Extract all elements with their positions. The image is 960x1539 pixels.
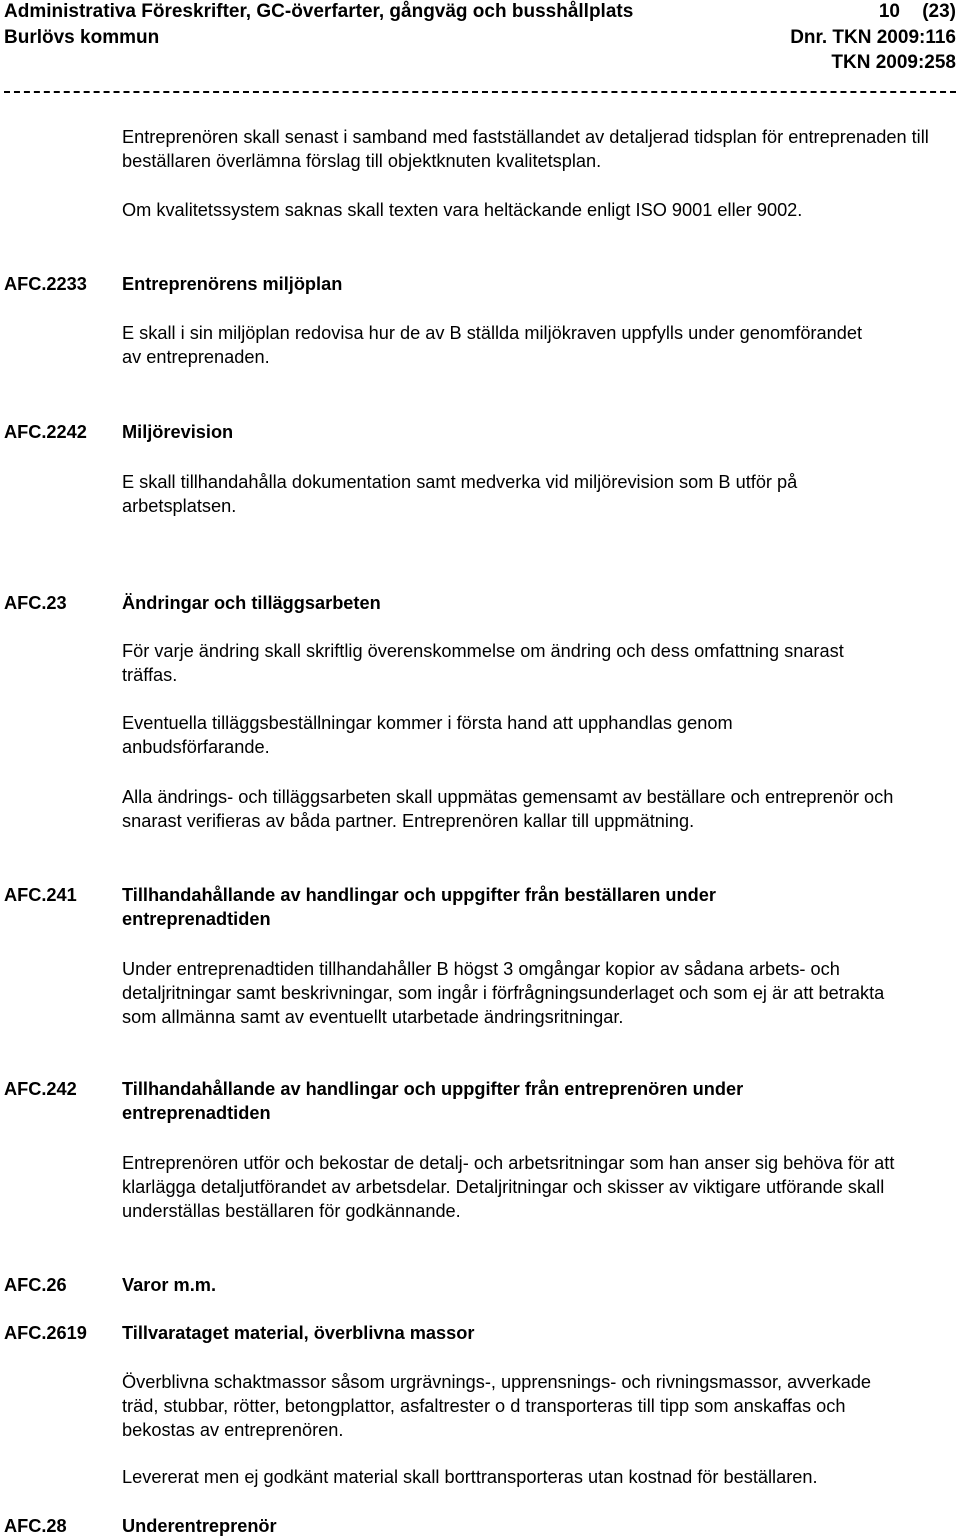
section-code: AFC.242 <box>4 1079 77 1099</box>
section-heading: Varor m.m. <box>122 1275 217 1295</box>
section-heading: Entreprenörens miljöplan <box>122 274 343 294</box>
page-total: (23) <box>922 1 956 22</box>
section-paragraph: E skall tillhandahålla dokumentation samt medverka vid miljörevision som B utför på arbetsplatsen. <box>122 472 798 516</box>
section-code: AFC.2242 <box>4 422 87 442</box>
header-divider <box>4 91 956 93</box>
section-paragraph: Överblivna schaktmassor såsom urgrävnings-, upprensnings- och rivningsmassor, avverkade träd, stubbar, rötter, betongplattor, asfaltrester o d transporteras till tipp som anskaffas och bekostas av entreprenören. <box>122 1372 872 1440</box>
section-heading: Tillvarataget material, överblivna massor <box>122 1323 475 1343</box>
section-heading: Ändringar och tilläggsarbeten <box>122 593 381 613</box>
section-heading: Tillhandahållande av handlingar och uppgifter från entreprenören under entreprenadtiden <box>122 1079 744 1123</box>
section-heading: Tillhandahållande av handlingar och uppgifter från beställaren under entreprenadtiden <box>122 885 716 929</box>
section-code: AFC.28 <box>4 1516 67 1536</box>
section-heading: Underentreprenör <box>122 1516 277 1536</box>
section-code: AFC.2619 <box>4 1323 87 1343</box>
section-code: AFC.241 <box>4 885 77 905</box>
intro-paragraph: Entreprenören skall senast i samband med fastställandet av detaljerad tidsplan för entreprenaden till beställaren överlämna förslag till objektknuten kvalitetsplan. <box>122 127 929 171</box>
section-paragraph: Alla ändrings- och tilläggsarbeten skall uppmätas gemensamt av beställare och entreprenör och snarast verifieras av båda partner. Entreprenören kallar till uppmätning. <box>122 787 894 831</box>
intro-paragraph: Om kvalitetssystem saknas skall texten vara heltäckande enligt ISO 9001 eller 9002. <box>122 200 803 220</box>
section-paragraph: För varje ändring skall skriftlig överenskommelse om ändring och dess omfattning snarast träffas. <box>122 641 844 685</box>
page-number: 10 <box>878 1 900 22</box>
tkn-number: TKN 2009:258 <box>831 52 956 73</box>
section-paragraph: E skall i sin miljöplan redovisa hur de av B ställda miljökraven uppfylls under genomförandet av entreprenaden. <box>122 323 863 367</box>
section-paragraph: Levererat men ej godkänt material skall borttransporteras utan kostnad för beställaren. <box>122 1467 818 1487</box>
section-code: AFC.23 <box>4 593 67 613</box>
municipality: Burlövs kommun <box>4 27 160 48</box>
section-paragraph: Under entreprenadtiden tillhandahåller B högst 3 omgångar kopior av sådana arbets- och detaljritningar samt beskrivningar, som ingår i förfrågningsunderlaget och som ej är att betrakta som allmänna samt av eventuellt utarbetade ändringsritningar. <box>122 959 885 1027</box>
document-title: Administrativa Föreskrifter, GC-överfarter, gångväg och busshållplats <box>4 1 634 22</box>
section-paragraph: Eventuella tilläggsbeställningar kommer i första hand att upphandlas genom anbudsförfarande. <box>122 713 733 757</box>
section-code: AFC.26 <box>4 1275 67 1295</box>
section-paragraph: Entreprenören utför och bekostar de detalj- och arbetsritningar som han anser sig behöva för att klarlägga detaljutförandet av arbetsdelar. Detaljritningar och skisser av viktigare utförande skall underställas beställaren för godkännande. <box>122 1153 895 1221</box>
diary-number: Dnr. TKN 2009:116 <box>790 27 956 48</box>
section-code: AFC.2233 <box>4 274 87 294</box>
section-heading: Miljörevision <box>122 422 234 442</box>
